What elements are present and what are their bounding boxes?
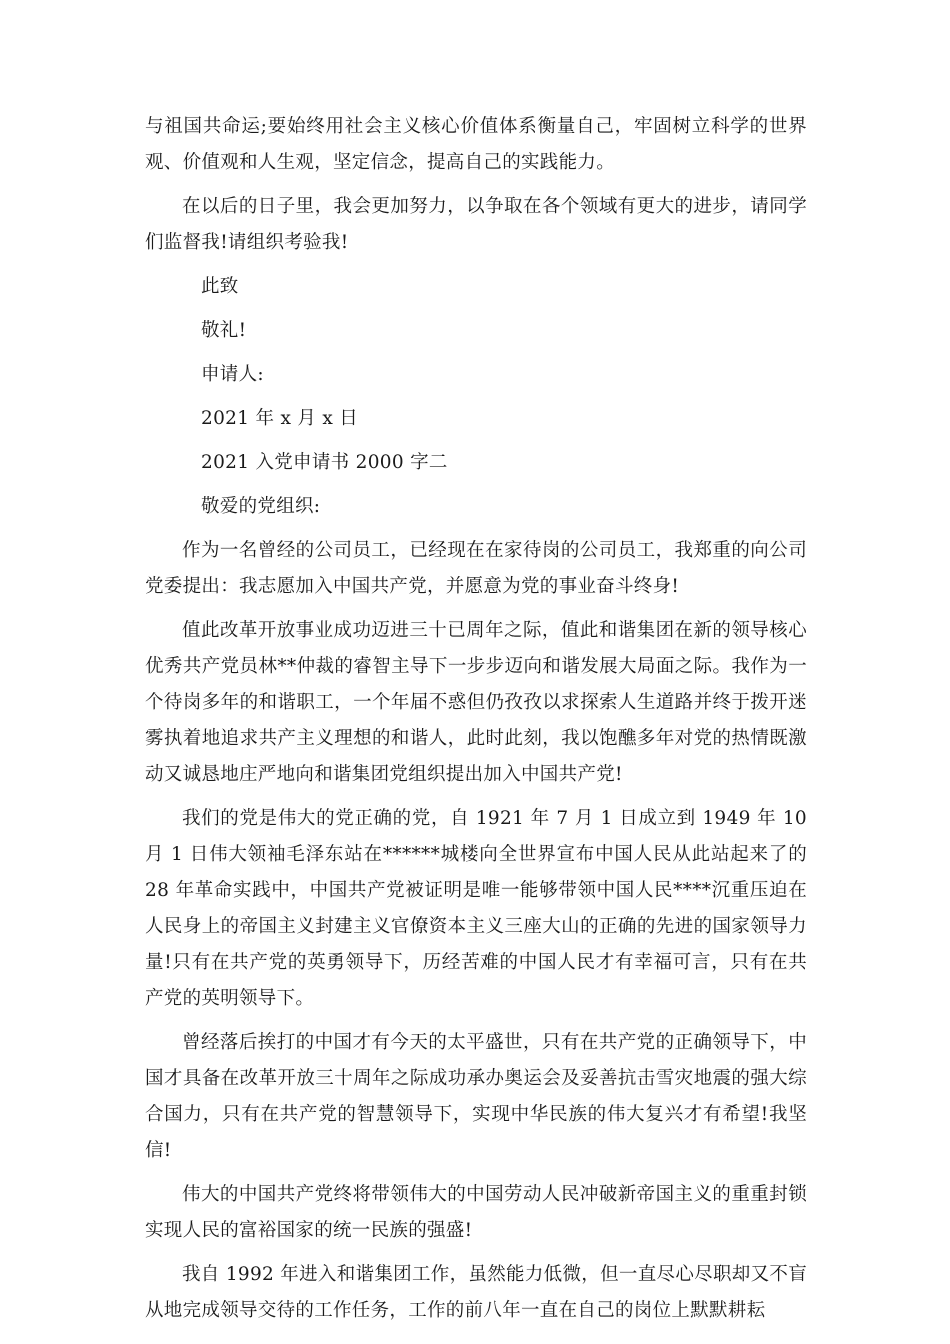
applicant-line: 申请人: <box>201 364 264 385</box>
paragraph: 与祖国共命运;要始终用社会主义核心价值体系衡量自己，牢固树立科学的世界观、价值观和人生观，坚定信念，提高自己的实践能力。 <box>145 116 807 173</box>
closing-line: 此致 <box>201 276 239 297</box>
greeting-line: 敬爱的党组织: <box>201 496 321 517</box>
document-body <box>145 109 807 1337</box>
paragraph: 值此改革开放事业成功迈进三十已周年之际，值此和谐集团在新的领导核心优秀共产党员林**仲裁的睿智主导下一步步迈向和谐发展大局面之际。我作为一个待岗多年的和谐职工，一个年届不惑但仍孜孜以求探索人生道路并终于拨开迷雾执着地追求共产主义理想的和谐人，此时此刻，我以饱醮多年对党的热情既激动又诚恳地庄严地向和谐集团党组织提出加入中国共产党! <box>145 620 807 785</box>
section-title: 2021 入党申请书 2000 字二 <box>201 452 448 473</box>
paragraph: 作为一名曾经的公司员工，已经现在在家待岗的公司员工，我郑重的向公司党委提出：我志愿加入中国共产党，并愿意为党的事业奋斗终身! <box>145 540 807 597</box>
salutation-line: 敬礼! <box>201 320 247 341</box>
paragraph: 曾经落后挨打的中国才有今天的太平盛世，只有在共产党的正确领导下，中国才具备在改革开放三十周年之际成功承办奥运会及妥善抗击雪灾地震的强大综合国力，只有在共产党的智慧领导下，实现中华民族的伟大复兴才有希望!我坚信! <box>145 1032 807 1161</box>
paragraph: 在以后的日子里，我会更加努力，以争取在各个领域有更大的进步，请同学们监督我!请组织考验我! <box>145 196 807 253</box>
paragraph: 伟大的中国共产党终将带领伟大的中国劳动人民冲破新帝国主义的重重封锁实现人民的富裕国家的统一民族的强盛! <box>145 1184 807 1241</box>
date-line: 2021 年 x 月 x 日 <box>201 408 359 429</box>
paragraph: 我自 1992 年进入和谐集团工作，虽然能力低微，但一直尽心尽职却又不盲从地完成领导交待的工作任务，工作的前八年一直在自己的岗位上默默耕耘 <box>145 1264 807 1321</box>
paragraph: 我们的党是伟大的党正确的党，自 1921 年 7 月 1 日成立到 1949 年 10 月 1 日伟大领袖毛泽东站在******城楼向全世界宣布中国人民从此站起来了的 28 年革命实践中，中国共产党被证明是唯一能够带领中国人民****沉重压迫在人民身上的帝国主义封建主义官僚资本主义三座大山的正确的先进的国家领导力量!只有在共产党的英勇领导下，历经苦难的中国人民才有幸福可言，只有在共产党的英明领导下。 <box>145 808 807 1009</box>
